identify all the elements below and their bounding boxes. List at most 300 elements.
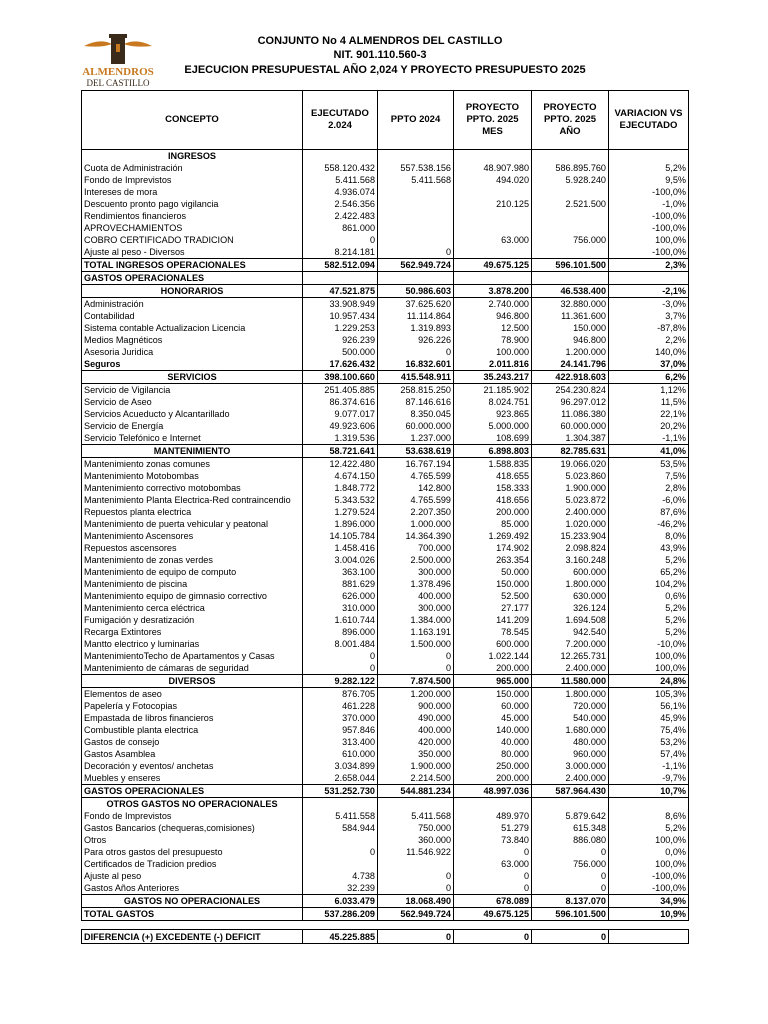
section-row: [82, 371, 689, 384]
cell-value: 47.521.875: [303, 285, 378, 298]
cell-value: 1.319.536: [303, 432, 378, 445]
cell-value: 0,0%: [609, 846, 689, 858]
cell-value: 11.580.000: [532, 675, 609, 688]
cell-value: [303, 798, 378, 811]
cell-value: 1.378.496: [378, 578, 454, 590]
cell-value: 896.000: [303, 626, 378, 638]
table-row: [82, 662, 689, 675]
cell-value: 73.840: [454, 834, 532, 846]
table-row: [82, 578, 689, 590]
cell-value: -10,0%: [609, 638, 689, 650]
cell-value: [303, 921, 378, 930]
cell-value: 422.918.603: [532, 371, 609, 384]
cell-value: 5.928.240: [532, 174, 609, 186]
cell-value: 150.000: [532, 322, 609, 334]
table-row: [82, 408, 689, 420]
cell-value: 946.800: [454, 310, 532, 322]
cell-value: 11.546.922: [378, 846, 454, 858]
cell-value: 100,0%: [609, 834, 689, 846]
cell-value: 4.936.074: [303, 186, 378, 198]
table-row: [82, 432, 689, 445]
cell-value: 4.765.599: [378, 470, 454, 482]
row-label: Descuento pronto pago vigilancia: [82, 198, 303, 210]
cell-value: 3.034.899: [303, 760, 378, 772]
row-label: Cuota de Administración: [82, 162, 303, 174]
cell-value: [454, 186, 532, 198]
cell-value: 300.000: [378, 602, 454, 614]
cell-value: 531.252.730: [303, 785, 378, 798]
cell-value: 0: [378, 870, 454, 882]
table-row: [82, 834, 689, 846]
table-row: [82, 310, 689, 322]
row-label: Repuestos planta electrica: [82, 506, 303, 518]
cell-value: 0: [454, 930, 532, 944]
table-row: [82, 626, 689, 638]
cell-value: 886.080: [532, 834, 609, 846]
cell-value: 5.023.872: [532, 494, 609, 506]
cell-value: 2.521.500: [532, 198, 609, 210]
almendros-logo: [78, 32, 158, 90]
cell-value: 80.000: [454, 748, 532, 760]
cell-value: 200.000: [454, 506, 532, 518]
row-label: Mantenimiento correctivo motobombas: [82, 482, 303, 494]
cell-value: [532, 186, 609, 198]
cell-value: [454, 222, 532, 234]
table-row: [82, 724, 689, 736]
cell-value: 1.458.416: [303, 542, 378, 554]
cell-value: [454, 246, 532, 259]
section-row: [82, 259, 689, 272]
cell-value: 0: [378, 882, 454, 895]
row-label: Combustible planta electrica: [82, 724, 303, 736]
row-label: HONORARIOS: [82, 285, 303, 298]
cell-value: [609, 930, 689, 944]
cell-value: [454, 921, 532, 930]
cell-value: 586.895.760: [532, 162, 609, 174]
cell-value: [532, 921, 609, 930]
cell-value: 461.228: [303, 700, 378, 712]
cell-value: 11.361.600: [532, 310, 609, 322]
cell-value: [609, 150, 689, 163]
cell-value: 1.694.508: [532, 614, 609, 626]
cell-value: 557.538.156: [378, 162, 454, 174]
cell-value: 861.000: [303, 222, 378, 234]
cell-value: 60.000: [454, 700, 532, 712]
row-label: Intereses de mora: [82, 186, 303, 198]
cell-value: 174.902: [454, 542, 532, 554]
section-row: [82, 895, 689, 908]
row-label: Mantenimiento de cámaras de seguridad: [82, 662, 303, 675]
table-row: [82, 554, 689, 566]
table-row: [82, 810, 689, 822]
table-row: [82, 518, 689, 530]
cell-value: 400.000: [378, 724, 454, 736]
cell-value: 900.000: [378, 700, 454, 712]
cell-value: 87,6%: [609, 506, 689, 518]
cell-value: -1,1%: [609, 432, 689, 445]
table-row: [82, 222, 689, 234]
table-row: [82, 396, 689, 408]
cell-value: 0: [303, 662, 378, 675]
cell-value: 2.740.000: [454, 298, 532, 311]
cell-value: 78.900: [454, 334, 532, 346]
table-row: [82, 482, 689, 494]
cell-value: -100,0%: [609, 246, 689, 259]
row-label: SERVICIOS: [82, 371, 303, 384]
cell-value: 1.229.253: [303, 322, 378, 334]
cell-value: [532, 798, 609, 811]
cell-value: 960.000: [532, 748, 609, 760]
row-label: Certificados de Tradicion predios: [82, 858, 303, 870]
cell-value: 9.282.122: [303, 675, 378, 688]
cell-value: 596.101.500: [532, 908, 609, 921]
cell-value: 0: [454, 870, 532, 882]
cell-value: 6.898.803: [454, 445, 532, 458]
table-row: [82, 602, 689, 614]
column-header: PROYECTO PPTO. 2025 AÑO: [532, 91, 609, 150]
cell-value: 5.411.568: [378, 174, 454, 186]
cell-value: 1.022.144: [454, 650, 532, 662]
cell-value: 53,2%: [609, 736, 689, 748]
cell-value: 0: [378, 346, 454, 358]
table-row: [82, 186, 689, 198]
cell-value: 37,0%: [609, 358, 689, 371]
cell-value: 37.625.620: [378, 298, 454, 311]
row-label: Medios Magnéticos: [82, 334, 303, 346]
cell-value: 1.200.000: [532, 346, 609, 358]
cell-value: 87.146.616: [378, 396, 454, 408]
table-row: [82, 198, 689, 210]
column-header: CONCEPTO: [82, 91, 303, 150]
cell-value: 310.000: [303, 602, 378, 614]
cell-value: 965.000: [454, 675, 532, 688]
table-row: [82, 614, 689, 626]
row-label: Gastos Años Anteriores: [82, 882, 303, 895]
cell-value: 0: [303, 650, 378, 662]
cell-value: 150.000: [454, 578, 532, 590]
cell-value: 20,2%: [609, 420, 689, 432]
table-row: [82, 882, 689, 895]
cell-value: 140.000: [454, 724, 532, 736]
cell-value: 0,6%: [609, 590, 689, 602]
row-label: OTROS GASTOS NO OPERACIONALES: [82, 798, 303, 811]
cell-value: 2,8%: [609, 482, 689, 494]
cell-value: 7.200.000: [532, 638, 609, 650]
cell-value: 8.214.181: [303, 246, 378, 259]
cell-value: 615.348: [532, 822, 609, 834]
row-label: Mantto electrico y luminarias: [82, 638, 303, 650]
cell-value: 2.011.816: [454, 358, 532, 371]
cell-value: 63.000: [454, 858, 532, 870]
cell-value: 0: [378, 246, 454, 259]
cell-value: 313.400: [303, 736, 378, 748]
column-header: VARIACION VS EJECUTADO: [609, 91, 689, 150]
cell-value: 75,4%: [609, 724, 689, 736]
row-label: Fondo de Imprevistos: [82, 810, 303, 822]
table-row: [82, 822, 689, 834]
cell-value: 8,0%: [609, 530, 689, 542]
cell-value: [378, 198, 454, 210]
cell-value: 34,9%: [609, 895, 689, 908]
row-label: DIVERSOS: [82, 675, 303, 688]
cell-value: 254.230.824: [532, 384, 609, 397]
cell-value: 584.944: [303, 822, 378, 834]
row-label: Rendimientos financieros: [82, 210, 303, 222]
table-row: [82, 712, 689, 724]
cell-value: 8,6%: [609, 810, 689, 822]
cell-value: [378, 150, 454, 163]
cell-value: 85.000: [454, 518, 532, 530]
cell-value: 1.279.524: [303, 506, 378, 518]
cell-value: 53,5%: [609, 458, 689, 471]
row-label: Decoración y eventos/ anchetas: [82, 760, 303, 772]
cell-value: 1.269.492: [454, 530, 532, 542]
row-label: Mantenimiento Ascensores: [82, 530, 303, 542]
cell-value: 5.343.532: [303, 494, 378, 506]
table-row: [82, 234, 689, 246]
cell-value: 63.000: [454, 234, 532, 246]
cell-value: 0: [532, 870, 609, 882]
row-label: Fondo de Imprevistos: [82, 174, 303, 186]
cell-value: -100,0%: [609, 210, 689, 222]
cell-value: 326.124: [532, 602, 609, 614]
cell-value: 250.000: [454, 760, 532, 772]
cell-value: [378, 921, 454, 930]
cell-value: 1.304.387: [532, 432, 609, 445]
cell-value: 610.000: [303, 748, 378, 760]
column-header: EJECUTADO 2.024: [303, 91, 378, 150]
cell-value: 756.000: [532, 234, 609, 246]
cell-value: 140,0%: [609, 346, 689, 358]
cell-value: 5.879.642: [532, 810, 609, 822]
cell-value: 27.177: [454, 602, 532, 614]
table-row: [82, 736, 689, 748]
cell-value: 3.004.026: [303, 554, 378, 566]
cell-value: 48.997.036: [454, 785, 532, 798]
row-label: Servicio de Energía: [82, 420, 303, 432]
cell-value: 8.001.484: [303, 638, 378, 650]
logo-flame-right: [124, 41, 152, 46]
row-label: Servicio de Aseo: [82, 396, 303, 408]
cell-value: 58.721.641: [303, 445, 378, 458]
cell-value: 100,0%: [609, 662, 689, 675]
cell-value: 540.000: [532, 712, 609, 724]
cell-value: 2,2%: [609, 334, 689, 346]
row-label: Mantenimiento Planta Electrica-Red contraincendio: [82, 494, 303, 506]
cell-value: 12.500: [454, 322, 532, 334]
cell-value: 494.020: [454, 174, 532, 186]
cell-value: 105,3%: [609, 688, 689, 701]
cell-value: 5,2%: [609, 554, 689, 566]
cell-value: 398.100.660: [303, 371, 378, 384]
cell-value: [378, 186, 454, 198]
cell-value: 363.100: [303, 566, 378, 578]
cell-value: 2.400.000: [532, 772, 609, 785]
cell-value: 418.655: [454, 470, 532, 482]
cell-value: 1.020.000: [532, 518, 609, 530]
cell-value: 8.350.045: [378, 408, 454, 420]
cell-value: 52.500: [454, 590, 532, 602]
cell-value: 876.705: [303, 688, 378, 701]
row-label: Mantenimiento equipo de gimnasio correctivo: [82, 590, 303, 602]
cell-value: 0: [378, 662, 454, 675]
cell-value: 544.881.234: [378, 785, 454, 798]
row-label: GASTOS OPERACIONALES: [82, 785, 303, 798]
cell-value: 11.114.864: [378, 310, 454, 322]
table-row: [82, 494, 689, 506]
table-row: [82, 870, 689, 882]
budget-table: [81, 90, 689, 944]
section-row: [82, 285, 689, 298]
cell-value: 100,0%: [609, 234, 689, 246]
cell-value: 43,9%: [609, 542, 689, 554]
row-label: Recarga Extintores: [82, 626, 303, 638]
cell-value: 158.333: [454, 482, 532, 494]
row-label: Repuestos ascensores: [82, 542, 303, 554]
cell-value: 1.800.000: [532, 578, 609, 590]
cell-value: [532, 272, 609, 285]
cell-value: -46,2%: [609, 518, 689, 530]
cell-value: 5,2%: [609, 614, 689, 626]
cell-value: 258.815.250: [378, 384, 454, 397]
cell-value: [454, 798, 532, 811]
cell-value: 587.964.430: [532, 785, 609, 798]
cell-value: 926.239: [303, 334, 378, 346]
table-row: [82, 530, 689, 542]
cell-value: 41,0%: [609, 445, 689, 458]
cell-value: 32.880.000: [532, 298, 609, 311]
row-label: Mantenimiento de piscina: [82, 578, 303, 590]
cell-value: 2.658.044: [303, 772, 378, 785]
section-row: [82, 445, 689, 458]
cell-value: -100,0%: [609, 222, 689, 234]
cell-value: 5.411.558: [303, 810, 378, 822]
cell-value: -1,0%: [609, 198, 689, 210]
section-row: [82, 675, 689, 688]
cell-value: [378, 234, 454, 246]
cell-value: 200.000: [454, 772, 532, 785]
cell-value: 5.023.860: [532, 470, 609, 482]
cell-value: 5.411.568: [378, 810, 454, 822]
cell-value: 1.200.000: [378, 688, 454, 701]
table-row: [82, 760, 689, 772]
cell-value: 10,7%: [609, 785, 689, 798]
table-row: [82, 638, 689, 650]
table-row: [82, 298, 689, 311]
cell-value: 756.000: [532, 858, 609, 870]
cell-value: 0: [454, 882, 532, 895]
cell-value: [532, 210, 609, 222]
cell-value: 5.411.568: [303, 174, 378, 186]
cell-value: 3,7%: [609, 310, 689, 322]
cell-value: -9,7%: [609, 772, 689, 785]
cell-value: 6.033.479: [303, 895, 378, 908]
row-label: Mantenimiento cerca eléctrica: [82, 602, 303, 614]
cell-value: 12.265.731: [532, 650, 609, 662]
table-row: [82, 688, 689, 701]
cell-value: 1,12%: [609, 384, 689, 397]
table-row: [82, 346, 689, 358]
row-label: Mantenimiento zonas comunes: [82, 458, 303, 471]
cell-value: 32.239: [303, 882, 378, 895]
cell-value: [303, 858, 378, 870]
cell-value: -3,0%: [609, 298, 689, 311]
cell-value: 600.000: [454, 638, 532, 650]
cell-value: 942.540: [532, 626, 609, 638]
cell-value: 1.319.893: [378, 322, 454, 334]
row-label: Ajuste al peso - Diversos: [82, 246, 303, 259]
cell-value: 360.000: [378, 834, 454, 846]
cell-value: 626.000: [303, 590, 378, 602]
row-label: Servicio de Vigilancia: [82, 384, 303, 397]
cell-value: 82.785.631: [532, 445, 609, 458]
cell-value: 8.137.070: [532, 895, 609, 908]
table-row: [82, 590, 689, 602]
table-row: [82, 458, 689, 471]
row-label: Muebles y enseres: [82, 772, 303, 785]
cell-value: -100,0%: [609, 882, 689, 895]
row-label: Seguros: [82, 358, 303, 371]
column-header: PPTO 2024: [378, 91, 454, 150]
cell-value: 12.422.480: [303, 458, 378, 471]
cell-value: 210.125: [454, 198, 532, 210]
cell-value: -100,0%: [609, 186, 689, 198]
cell-value: 11,5%: [609, 396, 689, 408]
row-label: Sistema contable Actualizacion Licencia: [82, 322, 303, 334]
cell-value: 7.874.500: [378, 675, 454, 688]
cell-value: -6,0%: [609, 494, 689, 506]
cell-value: 49.675.125: [454, 259, 532, 272]
cell-value: 6,2%: [609, 371, 689, 384]
cell-value: 350.000: [378, 748, 454, 760]
cell-value: 926.226: [378, 334, 454, 346]
cell-value: [609, 921, 689, 930]
cell-value: 45.000: [454, 712, 532, 724]
section-row: [82, 150, 689, 163]
table-row: [82, 858, 689, 870]
table-row: [82, 420, 689, 432]
cell-value: 600.000: [532, 566, 609, 578]
cell-value: 108.699: [454, 432, 532, 445]
cell-value: 957.846: [303, 724, 378, 736]
cell-value: 11.086.380: [532, 408, 609, 420]
cell-value: [303, 834, 378, 846]
table-row: [82, 700, 689, 712]
cell-value: 251.405.885: [303, 384, 378, 397]
cell-value: 5,2%: [609, 602, 689, 614]
row-label: MANTENIMIENTO: [82, 445, 303, 458]
cell-value: 4.738: [303, 870, 378, 882]
cell-value: 1.896.000: [303, 518, 378, 530]
cell-value: 19.066.020: [532, 458, 609, 471]
cell-value: 60.000.000: [378, 420, 454, 432]
cell-value: 3.000.000: [532, 760, 609, 772]
cell-value: 0: [378, 930, 454, 944]
cell-value: 21.185.902: [454, 384, 532, 397]
row-label: MantenimientoTecho de Apartamentos y Casas: [82, 650, 303, 662]
cell-value: 1.800.000: [532, 688, 609, 701]
cell-value: 2.400.000: [532, 506, 609, 518]
cell-value: 1.610.744: [303, 614, 378, 626]
cell-value: -1,1%: [609, 760, 689, 772]
cell-value: [378, 272, 454, 285]
row-label: GASTOS OPERACIONALES: [82, 272, 303, 285]
row-label: Servicio Telefónico e Internet: [82, 432, 303, 445]
cell-value: 1.900.000: [378, 760, 454, 772]
row-label: Fumigación y desratización: [82, 614, 303, 626]
cell-value: [532, 246, 609, 259]
cell-value: 263.354: [454, 554, 532, 566]
